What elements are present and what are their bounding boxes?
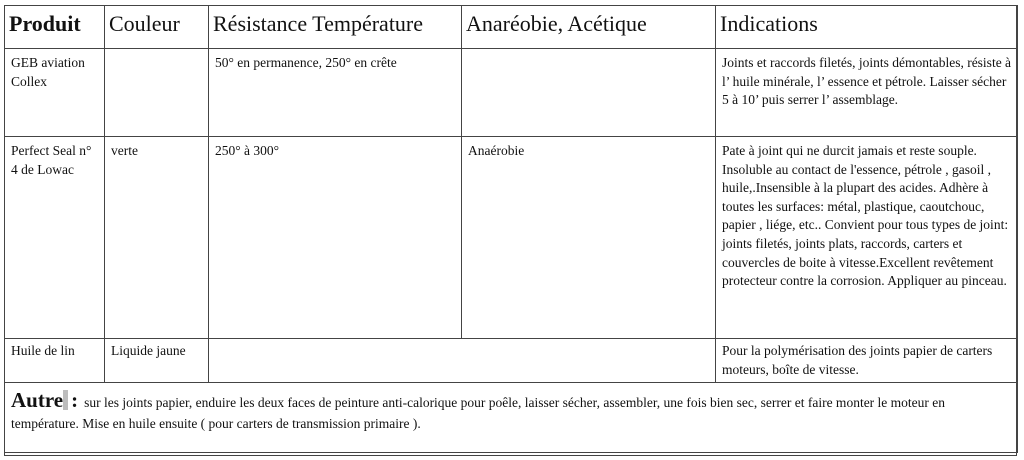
header-couleur: Couleur <box>105 6 209 49</box>
cell-couleur <box>105 49 209 137</box>
cell-indications: Pour la polymérisation des joints papier de carters moteurs, boîte de vitesse. <box>716 339 1018 383</box>
note-label: Autre <box>11 388 64 413</box>
cell-resistance: 50° en permanence, 250° en crête <box>209 49 462 137</box>
cell-produit: Perfect Seal n° 4 de Lowac <box>5 137 105 339</box>
cell-anaerobie: Anaérobie <box>462 137 716 339</box>
note-colon: : <box>71 388 79 413</box>
cell-produit: Huile de lin <box>5 339 105 383</box>
cell-indications: Joints et raccords filetés, joints démontables, résiste à l’ huile minérale, l’ essence et pétrole. Laisser sécher 5 à 10’ puis serrer l’ assemblage. <box>716 49 1018 137</box>
header-anaerobie: Anaréobie, Acétique <box>462 6 716 49</box>
header-indications: Indications <box>716 6 1018 49</box>
cell-resistance-anaerobie <box>209 339 716 383</box>
cell-resistance: 250° à 300° <box>209 137 462 339</box>
cell-anaerobie <box>462 49 716 137</box>
header-produit: Produit <box>5 6 105 49</box>
header-resistance: Résistance Température <box>209 6 462 49</box>
table-row <box>5 339 1018 383</box>
table-row <box>5 137 1018 339</box>
product-table <box>4 5 1018 453</box>
text-cursor <box>63 390 68 410</box>
note-cell <box>5 383 1018 453</box>
cell-produit: GEB aviation Collex <box>5 49 105 137</box>
note-row <box>5 383 1018 453</box>
note-text: sur les joints papier, enduire les deux faces de peinture anti-calorique pour poêle, laisser sécher, assembler, une fois bien sec, serrer et faire monter le moteur en température. Mise en huile ensuite ( pour carters de transmission primaire ). <box>11 395 946 432</box>
header-row <box>5 6 1018 49</box>
cell-couleur: verte <box>105 137 209 339</box>
cell-couleur: Liquide jaune <box>105 339 209 383</box>
table-row <box>5 49 1018 137</box>
cell-indications: Pate à joint qui ne durcit jamais et reste souple. Insoluble au contact de l'essence, pétrole , gasoil , huile,.Insensible à la plupart des acides. Adhère à toutes les surfaces: métal, plastique, caoutchouc, papier , liége, etc.. Convient pour tous types de joint: joints filetés, joints plats, raccords, carters et couvercles de boite à vitesse.Excellent revêtement protecteur contre la corrosion. Appliquer au pinceau. <box>716 137 1018 339</box>
